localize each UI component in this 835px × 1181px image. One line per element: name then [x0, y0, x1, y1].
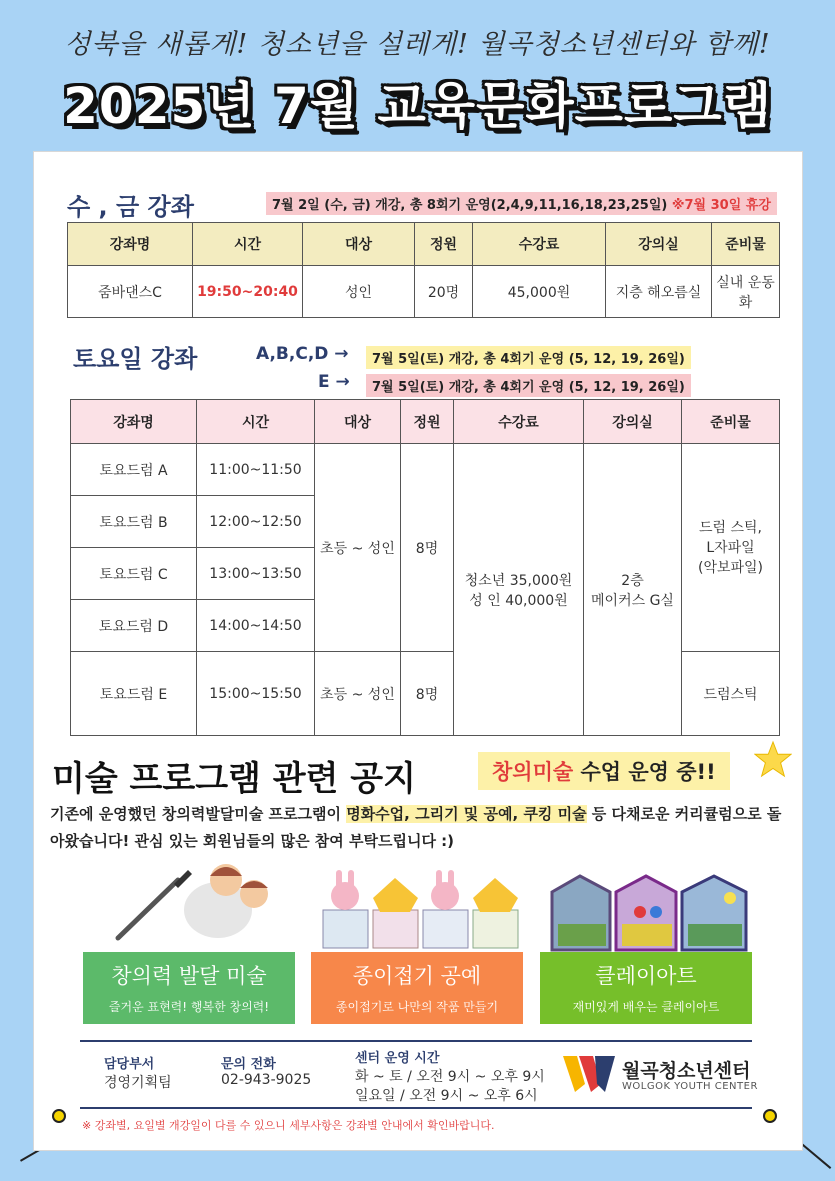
cell-supplies: 드럼스틱 — [682, 652, 780, 736]
col-header: 대상 — [303, 223, 415, 266]
logo-english: WOLGOK YOUTH CENTER — [622, 1081, 758, 1092]
card-title: 창의력 발달 미술 — [111, 964, 267, 988]
card-subtitle: 재미있게 배우는 클레이아트 — [572, 1000, 720, 1014]
table-row — [68, 266, 780, 318]
fee-youth: 청소년 35,000원 — [464, 572, 573, 589]
hours-line: 일요일 / 오전 9시 ~ 오후 6시 — [355, 1088, 538, 1104]
cell-room: 지층 해오름실 — [606, 266, 712, 318]
pin-right — [763, 1109, 777, 1123]
cell-name: 토요드럼 D — [71, 600, 197, 652]
footer-top-line — [80, 1040, 752, 1042]
card-title: 클레이아트 — [595, 964, 697, 988]
col-header: 강의실 — [606, 223, 712, 266]
cell-supplies: 실내 운동화 — [712, 266, 780, 318]
clay-art-illustration — [550, 872, 750, 952]
card-creative-art — [83, 952, 295, 1024]
group2-label: E → — [318, 372, 350, 392]
wedfri-info-note: ※7월 30일 휴강 — [671, 198, 771, 213]
notice-text-part: 기존에 운영했던 창의력발달미술 프로그램이 — [50, 805, 347, 823]
cell-name: 토요드럼 C — [71, 548, 197, 600]
wedfri-table — [67, 222, 780, 318]
cell-capacity: 8명 — [401, 444, 454, 652]
cell-fee — [454, 444, 584, 736]
cell-name: 토요드럼 A — [71, 444, 197, 496]
cell-target: 초등 ~ 성인 — [315, 444, 401, 652]
wedfri-info-main: 7월 2일 (수, 금) 개강, 총 8회기 운영(2,4,9,11,16,18,23,25일) — [272, 198, 668, 213]
cell-name: 줌바댄스C — [68, 266, 193, 318]
col-header: 준비물 — [712, 223, 780, 266]
col-header: 대상 — [315, 400, 401, 444]
col-header: 정원 — [415, 223, 473, 266]
paintbrush-kids-illustration — [108, 858, 288, 948]
hours-label: 센터 운영 시간 — [355, 1051, 440, 1066]
col-header: 시간 — [193, 223, 303, 266]
disclaimer: ※ 강좌별, 요일별 개강일이 다를 수 있으니 세부사항은 강좌별 안내에서 확인바랍니다. — [82, 1119, 495, 1132]
cell-time: 13:00~13:50 — [197, 548, 315, 600]
cell-time: 11:00~11:50 — [197, 444, 315, 496]
cell-time: 19:50~20:40 — [193, 266, 303, 318]
dept-label: 담당부서 — [104, 1057, 155, 1072]
room-floor: 2층 — [621, 572, 644, 589]
cell-time: 15:00~15:50 — [197, 652, 315, 736]
pin-left — [52, 1109, 66, 1123]
cell-name: 토요드럼 E — [71, 652, 197, 736]
logo-name: 월곡청소년센터 — [622, 1060, 751, 1082]
group1-label: A,B,C,D → — [256, 344, 349, 364]
saturday-title: 토요일 강좌 — [73, 345, 198, 373]
card-paper-craft — [311, 952, 523, 1024]
center-logo-icon — [561, 1054, 617, 1094]
phone-value: 02-943-9025 — [221, 1072, 312, 1088]
wedfri-title: 수 , 금 강좌 — [67, 193, 194, 221]
card-subtitle: 즐거운 표현력! 행복한 창의력! — [108, 1000, 270, 1014]
table-row — [71, 444, 780, 496]
cell-target: 성인 — [303, 266, 415, 318]
notice-badge — [478, 752, 730, 790]
supplies-line: L자파일 — [706, 539, 755, 556]
notice-text-part: 등 다채로운 커리큘럼으로 돌아왔습니다! 관심 있는 회원님들의 많은 참여 부탁드립니다 :) — [50, 805, 782, 850]
group1-info: 7월 5일(토) 개강, 총 4회기 운영 (5, 12, 19, 26일) — [366, 346, 691, 369]
table-header-row — [71, 400, 780, 444]
wedfri-info — [266, 192, 777, 215]
col-header: 강의실 — [584, 400, 682, 444]
cell-room — [584, 444, 682, 736]
col-header: 강좌명 — [71, 400, 197, 444]
room-name: 메이커스 G실 — [591, 592, 674, 609]
notice-title: 미술 프로그램 관련 공지 — [52, 759, 416, 799]
badge-highlight: 창의미술 — [492, 760, 574, 784]
supplies-line: 드럼 스틱, — [699, 519, 762, 536]
cell-capacity: 20명 — [415, 266, 473, 318]
hours-line: 화 ~ 토 / 오전 9시 ~ 오후 9시 — [355, 1069, 545, 1085]
cell-supplies — [682, 444, 780, 652]
badge-text: 수업 운영 중!! — [573, 760, 716, 784]
group2-info: 7월 5일(토) 개강, 총 4회기 운영 (5, 12, 19, 26일) — [366, 374, 691, 397]
cell-target: 초등 ~ 성인 — [315, 652, 401, 736]
footer-bottom-line — [80, 1107, 752, 1109]
cell-time: 14:00~14:50 — [197, 600, 315, 652]
col-header: 수강료 — [454, 400, 584, 444]
col-header: 준비물 — [682, 400, 780, 444]
card-subtitle: 종이접기로 나만의 작품 만들기 — [335, 1000, 499, 1014]
col-header: 시간 — [197, 400, 315, 444]
cell-name: 토요드럼 B — [71, 496, 197, 548]
col-header: 정원 — [401, 400, 454, 444]
card-clay-art — [540, 952, 752, 1024]
cell-fee: 45,000원 — [473, 266, 606, 318]
card-title: 종이접기 공예 — [352, 964, 482, 988]
supplies-line: (악보파일) — [697, 559, 764, 576]
star-icon — [754, 740, 792, 778]
phone-label: 문의 전화 — [221, 1057, 276, 1072]
paper-craft-illustration — [318, 868, 528, 950]
col-header: 강좌명 — [68, 223, 193, 266]
col-header: 수강료 — [473, 223, 606, 266]
saturday-table — [70, 399, 780, 736]
notice-text-highlight: 명화수업, 그리기 및 공예, 쿠킹 미술 — [346, 805, 587, 823]
dept-value: 경영기획팀 — [104, 1075, 172, 1091]
cell-time: 12:00~12:50 — [197, 496, 315, 548]
cell-capacity: 8명 — [401, 652, 454, 736]
notice-text — [50, 801, 795, 855]
table-header-row — [68, 223, 780, 266]
page-title: 2025년 7월 교육문화프로그램 — [63, 77, 772, 135]
fee-adult: 성 인 40,000원 — [469, 592, 568, 609]
slogan: 성북을 새롭게! 청소년을 설레게! 월곡청소년센터와 함께! — [64, 29, 771, 60]
